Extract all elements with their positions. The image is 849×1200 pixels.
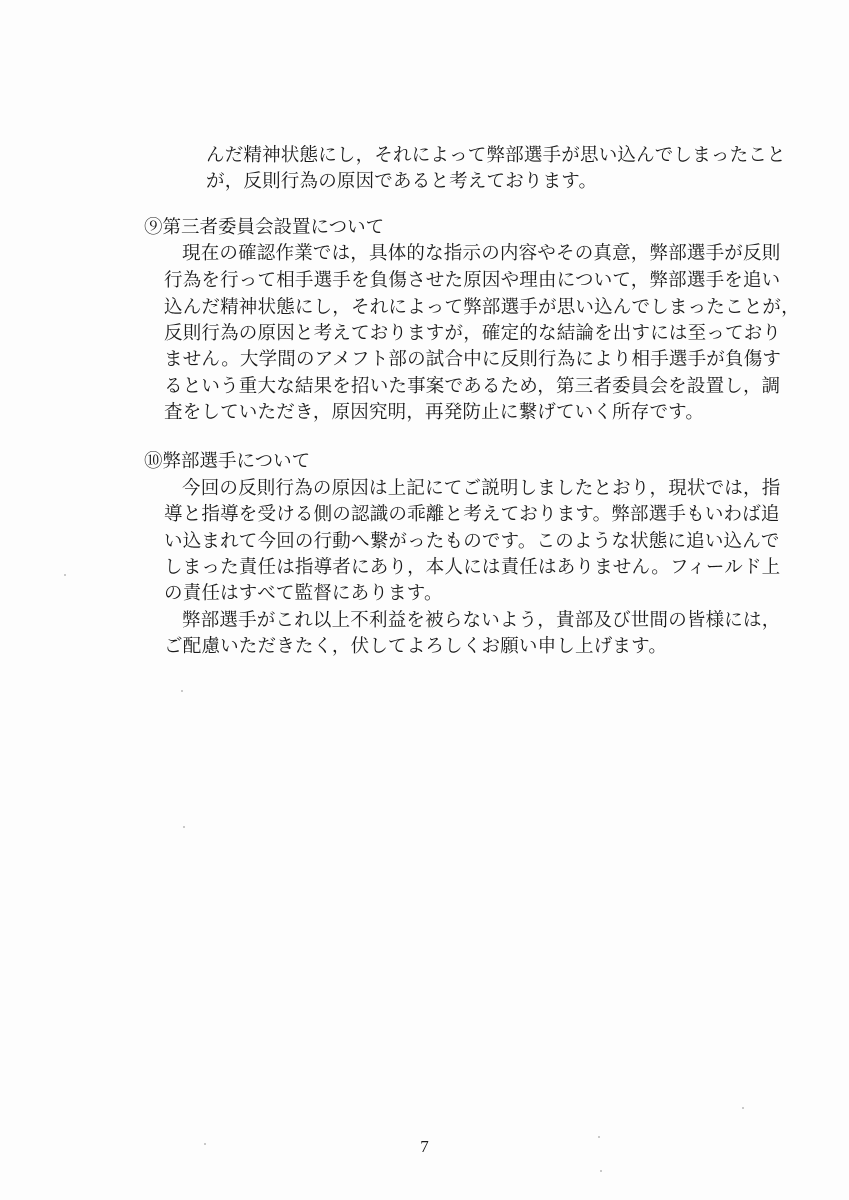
section9-line-6: るという重大な結果を招いた事案であるため，第三者委員会を設置し，調 xyxy=(164,376,781,397)
section10-line-1: 今回の反則行為の原因は上記にてご説明しましたとおり，現状では，指 xyxy=(182,478,781,499)
section9-line-1: 現在の確認作業では，具体的な指示の内容やその真意，弊部選手が反則 xyxy=(182,243,781,264)
section10-line-3: い込まれて今回の行動へ繋がったものです。このような状態に追い込んで xyxy=(164,531,780,552)
scan-speck xyxy=(64,574,66,576)
scan-speck xyxy=(600,1170,602,1172)
continuation-line-1: んだ精神状態にし，それによって弊部選手が思い込んでしまったこと xyxy=(206,145,786,166)
page-number: 7 xyxy=(420,1137,429,1156)
section9-line-2: 行為を行って相手選手を負傷させた原因や理由について，弊部選手を追い xyxy=(164,270,781,291)
section10-line-6: 弊部選手がこれ以上不利益を被らないよう，貴部及び世間の皆様には， xyxy=(182,610,781,631)
scan-speck xyxy=(181,690,183,692)
section10-heading: ⑩弊部選手について xyxy=(144,451,311,472)
scan-speck xyxy=(183,826,185,828)
section9-line-3: 込んだ精神状態にし，それによって弊部選手が思い込んでしまったことが， xyxy=(164,297,800,318)
section10-line-5: の責任はすべて監督にあります。 xyxy=(164,583,443,604)
section9-heading: ⑨第三者委員会設置について xyxy=(144,217,385,238)
section9-line-4: 反則行為の原因と考えておりますが，確定的な結論を出すには至っており xyxy=(164,323,782,344)
scan-speck xyxy=(598,1136,600,1138)
continuation-line-2: が，反則行為の原因であると考えております。 xyxy=(206,171,598,192)
section10-line-4: しまった責任は指導者にあり，本人には責任はありません。フィールド上 xyxy=(164,557,781,578)
section10-line-7: ご配慮いただきたく，伏してよろしくお願い申し上げます。 xyxy=(164,636,668,657)
section9-line-5: ません。大学間のアメフト部の試合中に反則行為により相手選手が負傷す xyxy=(164,349,782,370)
scan-speck xyxy=(742,1107,744,1109)
section9-line-7: 査をしていただき，原因究明，再発防止に繋げていく所存です。 xyxy=(164,402,705,423)
section10-line-2: 導と指導を受ける側の認識の乖離と考えております。弊部選手もいわば追 xyxy=(164,504,780,525)
scan-speck xyxy=(204,1143,206,1145)
